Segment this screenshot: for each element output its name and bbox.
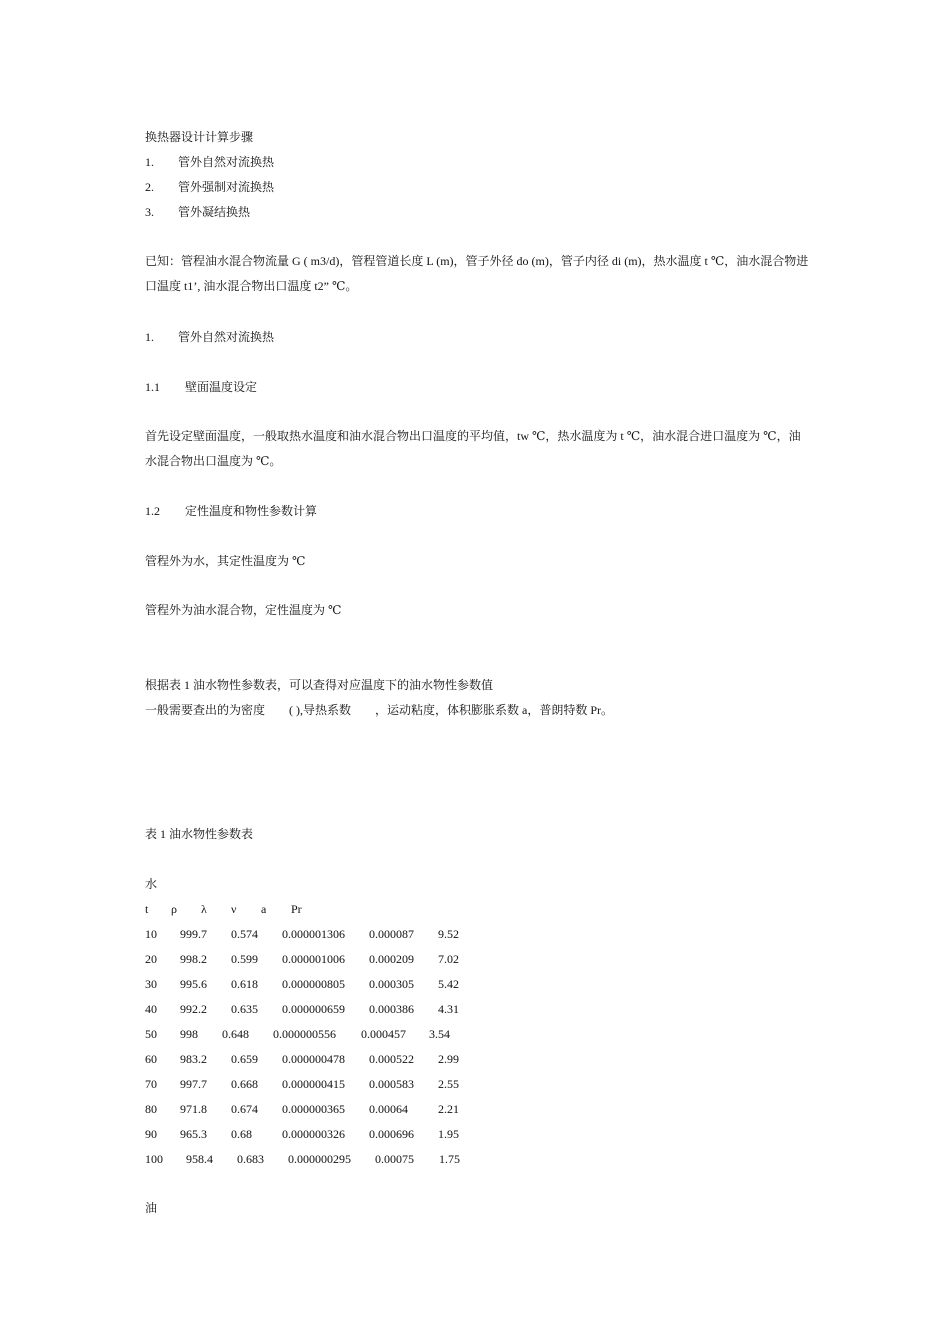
header-cell: t	[145, 902, 149, 916]
step-text: 管外强制对流换热	[178, 180, 275, 194]
table-cell: 0.000001006	[282, 952, 345, 966]
table-cell: 40	[145, 1002, 157, 1016]
table-cell: 0.635	[231, 1002, 258, 1016]
table-cell: 998.2	[180, 952, 207, 966]
table-cell: 0.648	[222, 1027, 249, 1041]
table-cell: 80	[145, 1102, 157, 1116]
water-temp-line: 管程外为水，其定性温度为 ℃	[145, 554, 306, 568]
table-cell: 0.659	[231, 1052, 258, 1066]
table-cell: 2.21	[438, 1102, 459, 1116]
table-cell: 70	[145, 1077, 157, 1091]
subsection-number: 1.2	[145, 504, 160, 518]
header-cell: ν	[231, 902, 237, 916]
table-cell: 10	[145, 927, 157, 941]
table-cell: 0.000000805	[282, 977, 345, 991]
header-cell: λ	[201, 902, 207, 916]
table-cell: 0.00075	[375, 1152, 414, 1166]
table-cell: 0.000000295	[288, 1152, 351, 1166]
step-text: 管外自然对流换热	[178, 155, 275, 169]
table-cell: 20	[145, 952, 157, 966]
table-cell: 992.2	[180, 1002, 207, 1016]
table-cell: 1.95	[438, 1127, 459, 1141]
table-cell: 2.99	[438, 1052, 459, 1066]
table-cell: 0.000000659	[282, 1002, 345, 1016]
subsection-number: 1.1	[145, 380, 160, 394]
table-cell: 2.55	[438, 1077, 459, 1091]
table-title: 表 1 油水物性参数表	[145, 827, 254, 841]
step-text: 管外凝结换热	[178, 205, 251, 219]
table-cell: 7.02	[438, 952, 459, 966]
subsection-text: 壁面温度设定	[185, 380, 258, 394]
section-text: 管外自然对流换热	[178, 330, 275, 344]
table-cell: 0.68	[231, 1127, 252, 1141]
table-cell: 983.2	[180, 1052, 207, 1066]
table-cell: 9.52	[438, 927, 459, 941]
table-cell: 0.674	[231, 1102, 258, 1116]
step-number: 3.	[145, 205, 154, 219]
header-cell: ρ	[171, 902, 177, 916]
step-item	[145, 154, 274, 170]
table-cell: 4.31	[438, 1002, 459, 1016]
step-number: 1.	[145, 155, 154, 169]
table-cell: 997.7	[180, 1077, 207, 1091]
lookup-line: 根据表 1 油水物性参数表，可以查得对应温度下的油水物性参数值	[145, 678, 494, 692]
table-cell: 0.599	[231, 952, 258, 966]
table-cell: 0.000001306	[282, 927, 345, 941]
step-number: 2.	[145, 180, 154, 194]
table-cell: 100	[145, 1152, 163, 1166]
header-cell: a	[261, 902, 267, 916]
table-cell: 3.54	[429, 1027, 450, 1041]
table-cell: 30	[145, 977, 157, 991]
oil-label: 油	[145, 1201, 158, 1215]
table-cell: 90	[145, 1127, 157, 1141]
table-cell: 998	[180, 1027, 198, 1041]
table-cell: 0.000522	[369, 1052, 414, 1066]
table-cell: 0.668	[231, 1077, 258, 1091]
table-cell: 0.000305	[369, 977, 414, 991]
table-cell: 0.000386	[369, 1002, 414, 1016]
known-paragraph: 已知：管程油水混合物流量 G ( m3/d)，管程管道长度 L (m)，管子外径 do (m)，管子内径 di (m)，热水温度 t ℃，油水混合物进口温度 t1’, 油水混合物出口温度 t2” ℃。	[145, 254, 809, 293]
table-cell: 0.000457	[361, 1027, 406, 1041]
table-cell: 999.7	[180, 927, 207, 941]
subsection-text: 定性温度和物性参数计算	[185, 504, 318, 518]
subsection-heading	[145, 379, 257, 395]
header-cell: Pr	[291, 902, 302, 916]
params-line: 一般需要查出的为密度 ( ),导热系数 ，运动粘度，体积膨胀系数 a，普朗特数 Pr。	[145, 703, 613, 717]
table-cell: 971.8	[180, 1102, 207, 1116]
table-cell: 0.000696	[369, 1127, 414, 1141]
table-cell: 0.00064	[369, 1102, 408, 1116]
table-cell: 0.000209	[369, 952, 414, 966]
table-cell: 0.000583	[369, 1077, 414, 1091]
table-cell: 50	[145, 1027, 157, 1041]
step-item	[145, 204, 250, 220]
table-cell: 0.000000478	[282, 1052, 345, 1066]
table-cell: 0.000000365	[282, 1102, 345, 1116]
section-heading	[145, 329, 274, 345]
water-label: 水	[145, 877, 158, 891]
subsection-heading	[145, 503, 317, 519]
table-cell: 0.618	[231, 977, 258, 991]
step-item	[145, 179, 274, 195]
table-cell: 0.000000415	[282, 1077, 345, 1091]
table-cell: 5.42	[438, 977, 459, 991]
table-cell: 0.574	[231, 927, 258, 941]
wall-temp-paragraph: 首先设定壁面温度，一般取热水温度和油水混合物出口温度的平均值，tw ℃，热水温度为 t ℃，油水混合进口温度为 ℃，油水混合物出口温度为 ℃。	[145, 429, 801, 468]
table-cell: 60	[145, 1052, 157, 1066]
table-cell: 0.000000556	[273, 1027, 336, 1041]
doc-title: 换热器设计计算步骤	[145, 130, 254, 144]
table-cell: 1.75	[439, 1152, 460, 1166]
table-cell: 958.4	[186, 1152, 213, 1166]
section-number: 1.	[145, 330, 154, 344]
table-cell: 0.000000326	[282, 1127, 345, 1141]
table-cell: 965.3	[180, 1127, 207, 1141]
oil-temp-line: 管程外为油水混合物，定性温度为 ℃	[145, 603, 342, 617]
table-cell: 0.000087	[369, 927, 414, 941]
table-cell: 0.683	[237, 1152, 264, 1166]
table-cell: 995.6	[180, 977, 207, 991]
